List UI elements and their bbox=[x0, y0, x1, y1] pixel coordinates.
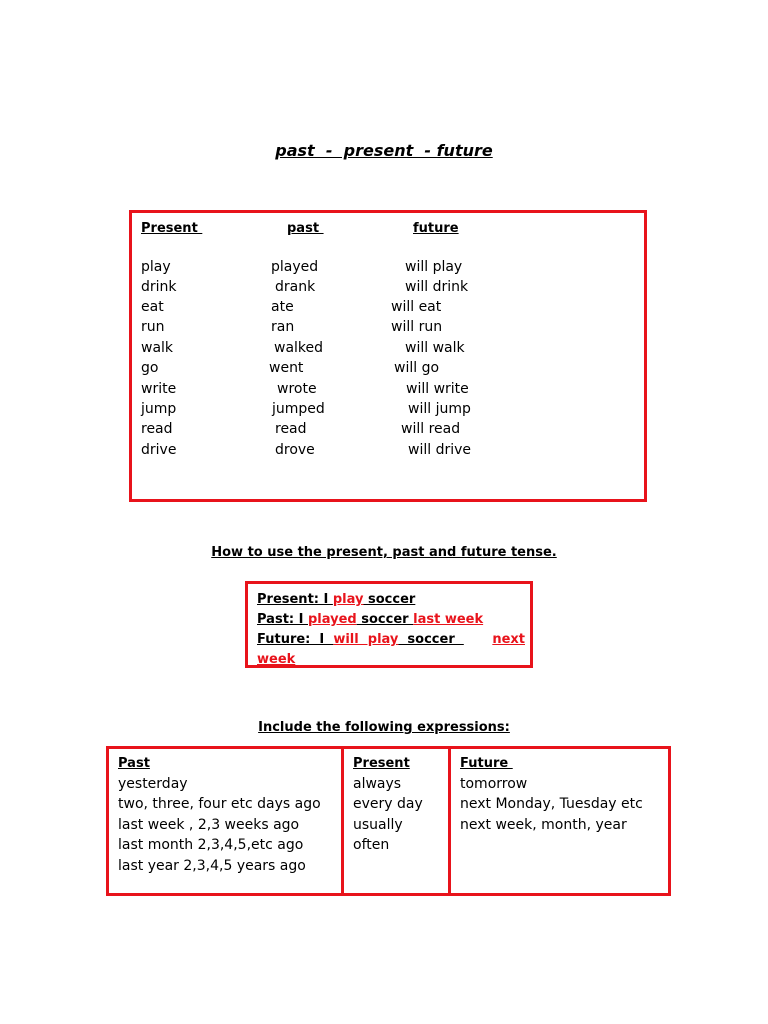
verb-row bbox=[132, 442, 644, 462]
example-future-time-cont: week bbox=[257, 652, 296, 667]
example-past-object: soccer bbox=[356, 612, 414, 627]
how-to-heading: How to use the present, past and future tense. bbox=[211, 545, 557, 560]
example-box bbox=[245, 581, 533, 668]
example-past-verb: played bbox=[308, 612, 357, 627]
verb-present: run bbox=[141, 319, 165, 335]
verb-future: will play bbox=[405, 259, 463, 275]
list-item: next week, month, year bbox=[460, 816, 627, 833]
verb-present: read bbox=[141, 421, 173, 437]
verb-past: ate bbox=[271, 299, 294, 315]
expressions-future-header: Future bbox=[460, 756, 513, 771]
list-item: every day bbox=[353, 796, 423, 813]
list-item: two, three, four etc days ago bbox=[118, 796, 321, 813]
verb-row bbox=[132, 319, 644, 339]
verb-past: drank bbox=[275, 279, 316, 295]
verb-past: wrote bbox=[277, 381, 317, 397]
verb-past: walked bbox=[274, 340, 324, 356]
verb-future: will read bbox=[401, 421, 461, 437]
verb-future: will jump bbox=[408, 401, 471, 417]
expressions-present-header: Present bbox=[353, 756, 410, 771]
verb-row bbox=[132, 381, 644, 401]
verb-past: went bbox=[269, 360, 304, 376]
list-item: often bbox=[353, 837, 390, 854]
verb-past: drove bbox=[275, 442, 315, 458]
verb-future: will eat bbox=[391, 299, 442, 315]
header-past: past bbox=[287, 221, 324, 236]
verb-row bbox=[132, 340, 644, 360]
verb-past: read bbox=[275, 421, 307, 437]
expressions-future-column bbox=[451, 749, 668, 893]
verb-future: will drive bbox=[408, 442, 471, 458]
verb-future: will run bbox=[391, 319, 443, 335]
expressions-past-column bbox=[109, 749, 344, 893]
verb-row bbox=[132, 421, 644, 441]
verb-row bbox=[132, 401, 644, 421]
list-item: always bbox=[353, 776, 402, 792]
expressions-table bbox=[106, 746, 671, 896]
verb-past: jumped bbox=[272, 401, 325, 417]
example-future-time: next bbox=[492, 632, 525, 647]
verb-present: drive bbox=[141, 442, 177, 458]
list-item: last week , 2,3 weeks ago bbox=[118, 816, 300, 833]
verb-row bbox=[132, 299, 644, 319]
example-future-label: Future: I bbox=[257, 632, 334, 647]
example-present bbox=[257, 590, 525, 610]
list-item: usually bbox=[353, 816, 403, 833]
example-future-object: soccer bbox=[398, 632, 464, 647]
expressions-past-header: Past bbox=[118, 756, 150, 771]
list-item: yesterday bbox=[118, 776, 188, 792]
verb-past: ran bbox=[271, 319, 295, 335]
verb-past: played bbox=[271, 259, 319, 275]
verb-row bbox=[132, 279, 644, 299]
header-present: Present bbox=[141, 221, 203, 236]
verb-future: will write bbox=[406, 381, 469, 397]
verb-present: go bbox=[141, 360, 159, 376]
example-past-time: last week bbox=[413, 612, 484, 627]
example-present-verb: play bbox=[332, 592, 364, 607]
verb-future: will go bbox=[394, 360, 440, 376]
verb-future: will drink bbox=[405, 279, 469, 295]
page-title: past - present - future bbox=[275, 141, 493, 160]
expressions-heading: Include the following expressions: bbox=[258, 720, 510, 735]
verb-present: drink bbox=[141, 279, 177, 295]
header-future: future bbox=[413, 221, 459, 236]
list-item: last year 2,3,4,5 years ago bbox=[118, 857, 306, 874]
verb-row bbox=[132, 259, 644, 279]
verb-present: eat bbox=[141, 299, 164, 315]
verb-present: walk bbox=[141, 340, 174, 356]
verb-row bbox=[132, 360, 644, 380]
verb-present: write bbox=[141, 381, 177, 397]
list-item: last month 2,3,4,5,etc ago bbox=[118, 837, 304, 854]
example-future-verb: will play bbox=[333, 632, 399, 647]
list-item: next Monday, Tuesday etc bbox=[460, 796, 643, 813]
verb-present: play bbox=[141, 259, 171, 275]
example-present-label: Present: I bbox=[257, 592, 333, 607]
verb-present: jump bbox=[141, 401, 177, 417]
verb-table bbox=[129, 210, 647, 502]
verb-future: will walk bbox=[405, 340, 465, 356]
example-past-label: Past: I bbox=[257, 612, 308, 627]
list-item: tomorrow bbox=[460, 776, 528, 792]
example-present-object: soccer bbox=[363, 592, 416, 607]
example-future bbox=[257, 630, 525, 650]
expressions-present-column bbox=[344, 749, 451, 893]
example-past bbox=[257, 610, 525, 630]
